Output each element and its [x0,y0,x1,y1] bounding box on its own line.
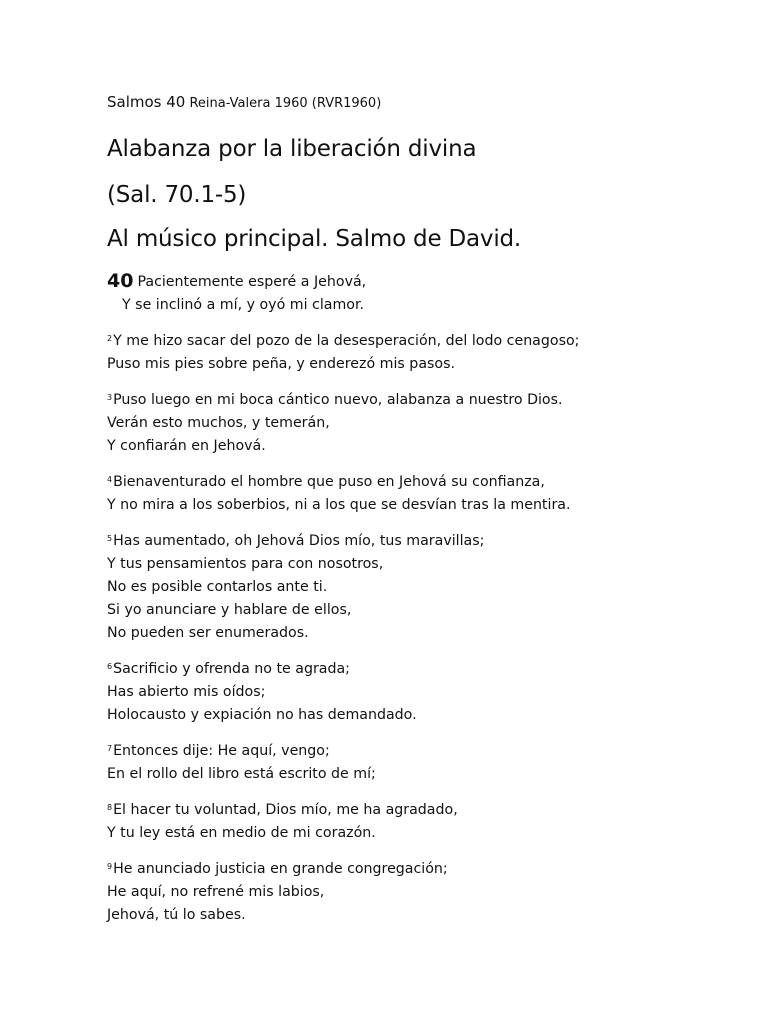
verse-line: Puso mis pies sobre peña, y enderezó mis pasos. [107,356,455,372]
verse-line: Entonces dije: He aquí, vengo; [113,743,330,759]
verse-6 [107,655,727,727]
verse-line: Verán esto muchos, y temerán, [107,415,330,431]
verse-line: En el rollo del libro está escrito de mí; [107,766,376,782]
chapter-number: 40 [107,270,134,292]
verse-line: Has aumentado, oh Jehová Dios mío, tus maravillas; [113,533,485,549]
verse-number: 4 [107,475,113,484]
verse-5 [107,527,727,645]
verse-line: He aquí, no refrené mis labios, [107,884,325,900]
verse-line: Jehová, tú lo sabes. [107,907,246,923]
verse-3 [107,386,727,458]
verse-number: 3 [107,393,113,402]
verse-line: Si yo anunciare y hablare de ellos, [107,602,352,618]
verse-number: 5 [107,534,113,543]
book-reference: Salmos 40 [107,93,186,111]
verse-line: No pueden ser enumerados. [107,625,309,641]
verse-line: Sacrificio y ofrenda no te agrada; [113,661,350,677]
verse-line: Y no mira a los soberbios, ni a los que se desvían tras la mentira. [107,497,571,513]
verse-1 [107,270,727,317]
verse-4 [107,468,727,517]
verse-line: He anunciado justicia en grande congregación; [113,861,448,877]
verse-line: Y confiarán en Jehová. [107,438,266,454]
document-page [107,92,727,937]
verse-7 [107,737,727,786]
verse-line: Y se inclinó a mí, y oyó mi clamor. [122,297,365,313]
verse-line: No es posible contarlos ante ti. [107,579,328,595]
section-heading: Alabanza por la liberación divina [107,136,477,162]
verse-9 [107,855,727,927]
verse-line: Y tu ley está en medio de mi corazón. [107,825,376,841]
superscription-heading: Al músico principal. Salmo de David. [107,226,522,252]
verse-number: 7 [107,744,113,753]
verse-line: Y tus pensamientos para con nosotros, [107,556,384,572]
verse-line: Y me hizo sacar del pozo de la desesperación, del lodo cenagoso; [113,333,580,349]
verse-line: El hacer tu voluntad, Dios mío, me ha agradado, [113,802,458,818]
cross-reference-heading: (Sal. 70.1-5) [107,182,247,208]
verse-line: Has abierto mis oídos; [107,684,266,700]
verse-number: 8 [107,803,113,812]
verse-number: 9 [107,862,113,871]
bible-version: Reina-Valera 1960 (RVR1960) [189,96,382,111]
verse-8 [107,796,727,845]
verse-2 [107,327,727,376]
verse-line: Holocausto y expiación no has demandado. [107,707,417,723]
verse-line: Puso luego en mi boca cántico nuevo, alabanza a nuestro Dios. [113,392,563,408]
verse-line: Pacientemente esperé a Jehová, [137,274,367,290]
verse-number: 6 [107,662,113,671]
verse-number: 2 [107,334,113,343]
verse-line: Bienaventurado el hombre que puso en Jehová su confianza, [113,474,545,490]
passage-header [107,92,727,114]
